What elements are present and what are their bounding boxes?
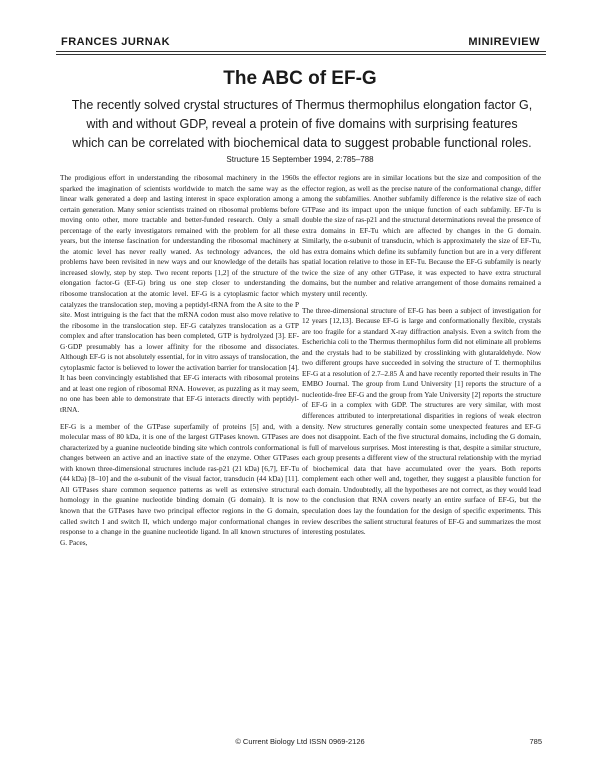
paragraph: The prodigious effort in understanding the ribosomal machinery in the 1960s sparked the imagination of scientists worldwide to match the same way as the linear walk generated a deep and lasting interest in space exploration among a certain generation. Many senior scientists trained on ribosomal problems before moving onto other, more tractable and better-funded research. Only a small percentage of the early investigators remained with the problem for all these years, but the intense fascination for understanding the ribosomal machinery at the atomic level has never really waned. As technology advances, the old problems have been revisited in new ways and our knowledge of the details has increased slowly, step by step. Two recent reports [1,2] of the structure of the elongation factor-G (EF-G) bring us one step closer to understanding the ribosome translocation at the atomic level. EF-G is a cytoplasmic factor which catalyzes the translocation step, moving a peptidyl-tRNA from the A site to the P site. Most intriguing is the fact that the mRNA codon must also move relative to the ribosome in the translocation step. EF-G catalyzes translocation as a GTP complex and after translocation has been completed, GTP is hydrolyzed [3]. EF-G·GDP presumably has a lower affinity for the ribosome and dissociates. Although EF-G is not absolutely essential, for in vitro assays of translocation, the cytoplasmic factor is believed to lower the activation barrier for translocation [4]. It has been convincingly established that EF-G interacts with ribosomal proteins and at least one region of ribosomal RNA. However, as puzzling as it may seem, no one has been able to demonstrate that EF-G interacts directly with peptidyl-tRNA.: [60, 173, 299, 415]
header-rule-bottom: [56, 54, 546, 55]
right-column: [302, 173, 541, 544]
article-title: The ABC of EF-G: [223, 68, 377, 89]
article-subtitle: The recently solved crystal structures of Thermus thermophilus elongation factor G, with and without GDP, reveal a protein of five domains with surprising features which can be correlated with biochemical data to suggest probable functional roles.: [71, 98, 533, 150]
citation: Structure 15 September 1994, 2:785–788: [226, 155, 374, 164]
left-column: [60, 173, 299, 554]
publisher-footer: © Current Biology Ltd ISSN 0969-2126: [235, 737, 365, 746]
header-rule-top: [56, 51, 546, 52]
paragraph: the effector regions are in similar locations but the size and composition of the effector region, as well as the precise nature of the conformational change, differ among the subfamilies. Another subfamily difference is the relative size of each GTPase and its impact upon the unique function of each subfamily. EF-Tu is double the size of ras-p21 and the structural determinations reveal the presence of extra domains in EF-Tu which are affected by changes in the G domain. Similarly, the α-subunit of transducin, which is approximately the size of EF-Tu, has extra domains which define its subfamily function but are in a very different spatial location relative to those in EF-Tu. Because the EF-G subfamily is nearly twice the size of any other GTPase, it was expected to have extra structural domains, but the number and relative arrangement of those domains remained a mystery until recently.: [302, 173, 541, 299]
paragraph: EF-G is a member of the GTPase superfamily of proteins [5] and, with a molecular mass of 80 kDa, it is one of the largest GTPases known. GTPases are characterized by a guanine nucleotide binding site which controls conformational changes between an active and an inactive state of the enzyme. Other GTPases with known three-dimensional structures include ras-p21 (21 kDa) [6,7], EF-Tu (44 kDa) [8–10] and the α-subunit of the visual factor, transducin (44 kDa) [11]. All GTPases share common sequence patterns as well as extensive structural homology in the guanine nucleotide binding domain (G domain). It is now known that the GTPases have two principal effector regions in the G domain, called switch I and switch II, which undergo major conformational changes in response to a change in the guanine nucleotide ligand. In all known structures of G. Paces,: [60, 421, 299, 547]
paragraph: The three-dimensional structure of EF-G has been a subject of investigation for 12 years [12,13]. Because EF-G is large and conformationally flexible, crystals are too fragile for a standard X-ray diffraction analysis. Even a switch from the Escherichia coli to the Thermus thermophilus form did not eliminate all problems and the crystals had to be stabilized by crosslinking with glutaraldehyde. Now two different groups have succeeded in solving the structure of T. thermophilus EF-G at a resolution of 2.7–2.85 Å and have recently reported their results in The EMBO Journal. The group from Lund University [1] reports the structure of a nucleotide-free EF-G and the group from Yale University [2] reports the structure of EF-G in a complex with GDP. The structures are very similar, with most differences attributed to interpretational disparities in regions of weak electron density. New structures generally contain some unexpected features and EF-G does not disappoint. Each of the five structural domains, including the G domain, is full of marvelous surprises. Most interesting is that, despite a similar structure, each group presents a different view of the structural relationship with the myriad of biochemical data that have accumulated over the years. Both reports complement each other well and, together, they suggest a plausible function for each domain. Undoubtedly, all the hypotheses are not correct, as they would lead to the conclusion that RNA covers nearly an entire surface of EF-G, but the speculation does lay the foundation for the design of specific experiments. This review describes the salient structural features of EF-G and summarizes the most interesting postulates.: [302, 305, 541, 537]
author-header: FRANCES JURNAK: [61, 36, 171, 48]
section-header: MINIREVIEW: [468, 36, 540, 48]
page-number: 785: [529, 737, 542, 746]
